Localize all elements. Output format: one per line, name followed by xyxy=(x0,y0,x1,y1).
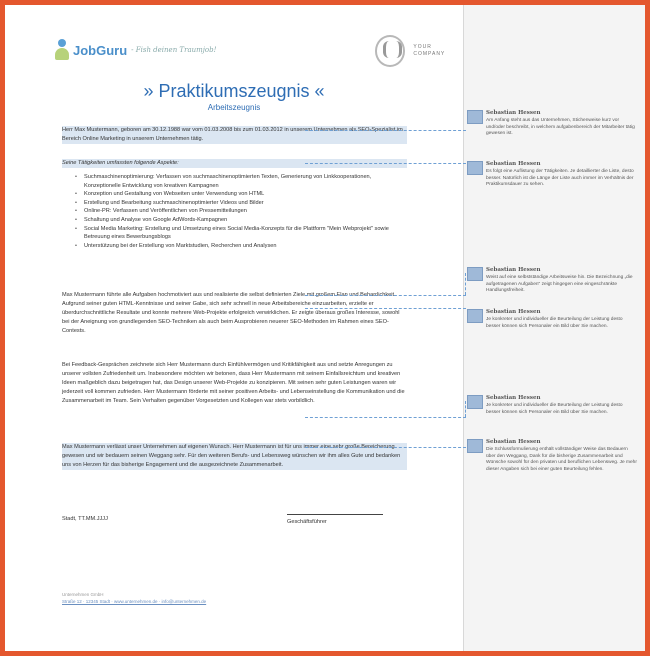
comment-connector xyxy=(465,273,466,295)
comment-connector xyxy=(305,295,466,296)
comment-author: Sebastian Hessen xyxy=(486,439,541,445)
tasks-heading[interactable]: Seine Tätigkeiten umfassten folgende Aspekte: xyxy=(62,159,407,168)
comment-connector xyxy=(465,401,466,417)
signature-line xyxy=(287,514,383,515)
comment-text: Je konkreter und individueller die Beurteilung der Leistung desto besser können sich Personaler ein Bild über Sie machen. xyxy=(486,317,623,329)
feedback-paragraph: Bei Feedback-Gesprächen zeichnete sich Herr Mustermann durch Einfühlvermögen und Kritikfähigkeit aus und setzte Anregungen zu unserer vollsten Zufriedenheit um. Insbesondere möchten wir betonen, dass Herr Mustermann mit seinem Einfallsreichtum und kreativen Ideen maßgeblich dazu beigetragen hat, das Design unserer Web-Projekte zu konzipieren. Mit seinen sehr guten Leistungen waren wir jederzeit voll kommen zufrieden. Herr Mustermann förderte mit seiner positiven Arbeits- und Lebenseinstellung die Kommunikation und die Zusammenarbeit im Team. Sein Verhalten gegenüber Vorgesetzten und Kollegen war stets vorbildlich. xyxy=(62,362,405,404)
page-subtitle: Arbeitszeugnis xyxy=(207,103,261,112)
comment-connector xyxy=(305,163,466,164)
footer-company: Unternehmen GmbH xyxy=(62,592,104,597)
comment-text: Die Schlussformulierung enthält vollständiger Weise das Bedauern über den Weggang, Dank für die bisherige Zusammenarbeit und Wünsche sowohl für den privaten und beruflichen Lebensweg. Je mehr dieser Angaben sich bei einer guten Beurteilung fehlen. xyxy=(486,447,637,472)
task-item: • Konzeption und Gestaltung von Webseiten unter Verwendung von HTML xyxy=(75,190,405,199)
comment-text: Am Anfang steht aus das Unternehmen, Stichenweise kurz vor und/oder beschreibt, in welchem aufgabenbereich der Mitarbeiter tätig gewesen ist. xyxy=(486,118,635,137)
performance-paragraph: Max Mustermann führte alle Aufgaben hochmotiviert aus und realisierte die selbst definierten Ziele mit großem Elan und Beharrlichkeit. Aufgrund seiner guten HTML-Kenntnisse und seiner Gabe, sich sehr schnell in neue Arbeitsbereiche einzuarbeiten, erzielte er überdurchschnittliche Resultate und konnte mehrere Web-Projekte erfolgreich verwirklichen. Er zeigte überaus großes Interesse, sowohl bei der Aneignung von grundlegenden SEO-Techniken als auch beim Ausprobieren neuerer SEO-Methoden im Rahmen eines SEO-Contests. xyxy=(62,292,400,334)
place-date: Stadt, TT.MM.JJJJ xyxy=(62,516,108,522)
task-item: • Erstellung und Bearbeitung suchmaschinenoptimierter Videos und Bilder xyxy=(75,199,405,208)
company-logo-text: YOUR COMPANY xyxy=(413,44,446,57)
signature-label: Geschäftsführer xyxy=(287,519,327,525)
task-item: • Suchmaschinenoptimierung: Verfassen von suchmaschinenoptimierten Texten, Generierung von Linkkooperationen, Konzeptionelle Entwicklung von kreativen Kampagnen xyxy=(75,173,405,190)
comment-connector xyxy=(305,447,466,448)
user-icon xyxy=(467,395,483,409)
person-icon xyxy=(54,39,70,61)
comment-connector xyxy=(305,417,466,418)
comment-author: Sebastian Hessen xyxy=(486,267,541,273)
comment-connector xyxy=(305,130,466,131)
task-item: • Unterstützung bei der Erstellung von Marktstudien, Recherchen und Analysen xyxy=(75,242,405,251)
user-icon xyxy=(467,439,483,453)
comment-author: Sebastian Hessen xyxy=(486,110,541,116)
document-frame xyxy=(5,5,645,651)
comment-text: Weist auf eine selbstständige Arbeitsweise hin. Die Bezeichnung „die aufgetragenen Aufgaben" zeigt hingegen eine eingeschränkte Handlungsfreiheit. xyxy=(486,275,633,294)
page-title: » Praktikumszeugnis « xyxy=(143,81,325,101)
comment-text: Je konkreter und individueller die Beurteilung der Leistung desto besser können sich Personaler ein Bild über Sie machen. xyxy=(486,403,623,415)
closing-paragraph[interactable]: Max Mustermann verlässt unser Unternehmen auf eigenen Wunsch. Herr Mustermann ist für uns immer eine sehr große Bereicherung gewesen und wir bedauern seinen Weggang sehr. Für den weiteren Berufs- und Lebensweg wünschen wir ihm alles Gute und bedanken uns von Herzen für das bisherige Engagement und die ausgezeichnete Zusammenarbeit. xyxy=(62,443,407,470)
company-logo xyxy=(375,35,463,67)
comment-author: Sebastian Hessen xyxy=(486,309,541,315)
logo-text: JobGuru xyxy=(73,42,128,58)
intro-paragraph[interactable]: Herr Max Mustermann, geboren am 30.12.1988 war vom 01.03.2008 bis zum 01.03.2012 in unserem Unternehmen als SEO-Spezialist im Bereich Online Marketing in unserem Unternehmen tätig. xyxy=(62,126,407,144)
task-item: • Social Media Marketing: Erstellung und Umsetzung eines Social Media-Konzepts für die Plattform "Mein Webprojekt" sowie Betreuung eines Bewerbungsblogs xyxy=(75,225,405,242)
tasks-list xyxy=(75,173,405,250)
comment-text: Es folgt eine Auflistung der Tätigkeiten. Je detaillierter die Liste, desto besser. Natürlich ist die Länge der Liste auch immer im Verhältnis der Praktikumsdauer zu sehen. xyxy=(486,169,634,188)
logo-tagline: - Fish deinen Traumjob! xyxy=(131,46,217,54)
user-icon xyxy=(467,161,483,175)
jobguru-logo xyxy=(54,39,216,61)
user-icon xyxy=(467,110,483,124)
user-icon xyxy=(467,309,483,323)
task-item: • Online-PR: Verfassen und Veröffentlichen von Pressemitteilungen xyxy=(75,207,405,216)
document-page xyxy=(5,5,463,651)
company-emblem-icon xyxy=(375,35,405,67)
comment-author: Sebastian Hessen xyxy=(486,161,541,167)
footer-contact[interactable]: Straße 12 · 12345 Stadt · www.unternehmen.de · info@unternehmen.de xyxy=(62,599,207,604)
user-icon xyxy=(467,267,483,281)
comment-author: Sebastian Hessen xyxy=(486,395,541,401)
task-item: • Schaltung und Analyse von Google AdWords-Kampagnen xyxy=(75,216,405,225)
footer xyxy=(62,591,206,605)
comment-connector xyxy=(305,308,466,309)
